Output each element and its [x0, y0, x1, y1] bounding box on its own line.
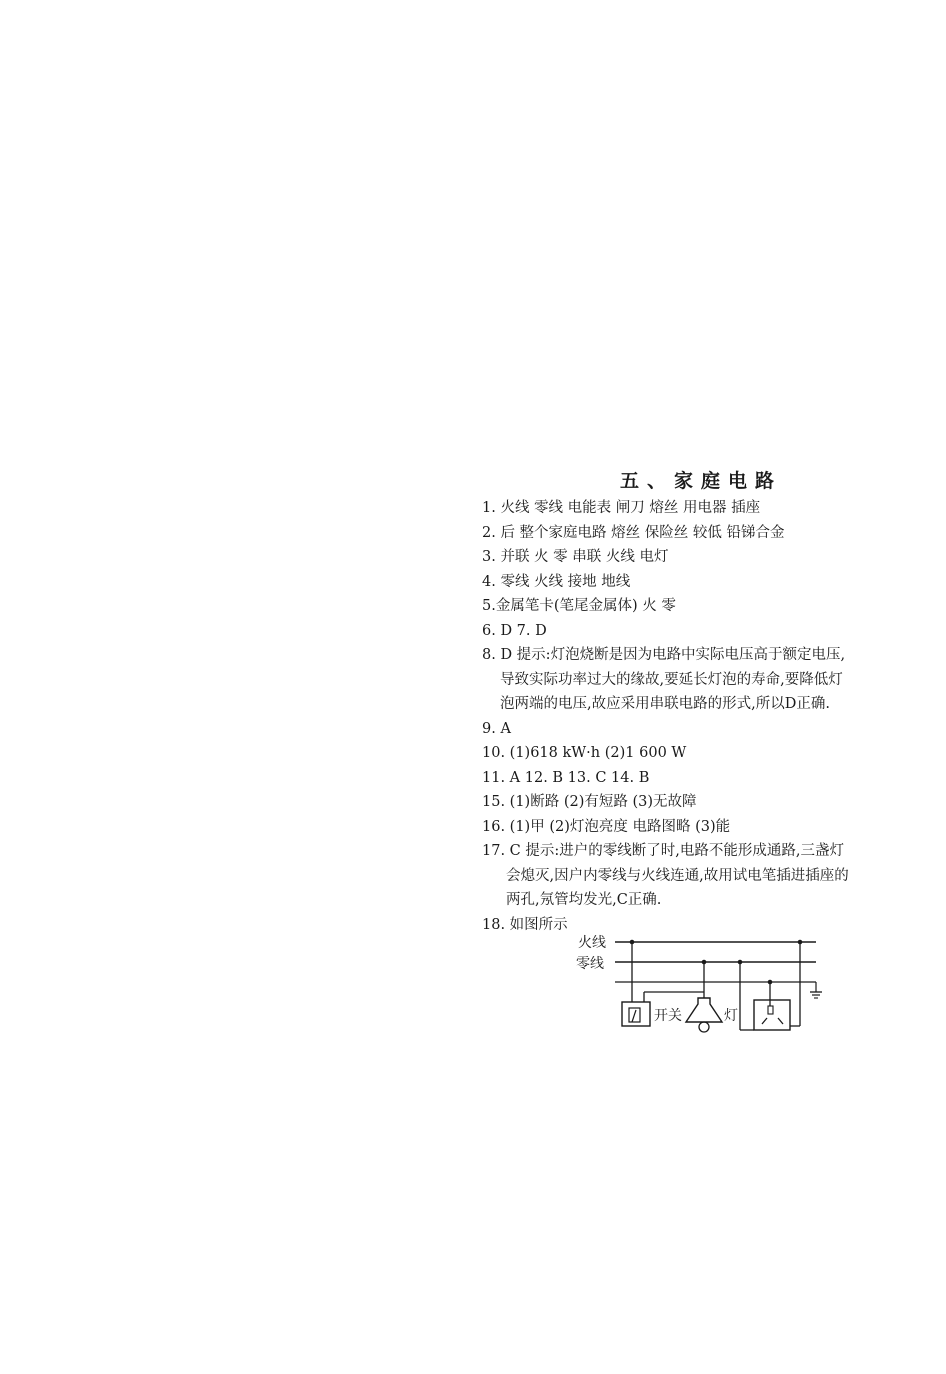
answer-18: 18. 如图所示	[482, 916, 568, 933]
live-wire-label: 火线	[578, 935, 606, 951]
answer-9: 9. A	[482, 720, 511, 737]
answer-11-14: 11. A 12. B 13. C 14. B	[482, 769, 650, 786]
lamp-icon	[686, 998, 722, 1022]
answer-8-cont-2: 泡两端的电压,故应采用串联电路的形式,所以D正确.	[500, 696, 830, 712]
answer-17-cont-1: 会熄灭,因户内零线与火线连通,故用试电笔插进插座的	[506, 867, 849, 884]
answer-17-cont-2: 两孔,氖管均发光,C正确.	[506, 892, 662, 908]
socket-icon	[768, 1006, 773, 1014]
answer-list	[482, 496, 922, 937]
answer-6-7: 6. D 7. D	[482, 622, 547, 639]
ground-icon	[810, 992, 822, 998]
answer-2: 2. 后 整个家庭电路 熔丝 保险丝 较低 铅锑合金	[482, 524, 785, 541]
answer-1: 1. 火线 零线 电能表 闸刀 熔丝 用电器 插座	[482, 500, 761, 516]
answer-4: 4. 零线 火线 接地 地线	[482, 573, 631, 590]
switch-label: 开关	[654, 1008, 682, 1024]
answer-5: 5.金属笔卡(笔尾金属体) 火 零	[482, 598, 676, 614]
lamp-label: 灯	[724, 1008, 738, 1024]
neutral-wire-label: 零线	[576, 956, 604, 972]
section-title: 五、家庭电路	[620, 470, 783, 492]
answer-8: 8. D 提示:灯泡烧断是因为电路中实际电压高于额定电压,	[482, 647, 846, 663]
circuit-diagram	[570, 930, 830, 1040]
answer-16: 16. (1)甲 (2)灯泡亮度 电路图略 (3)能	[482, 818, 731, 835]
answer-10: 10. (1)618 kW·h (2)1 600 W	[482, 745, 687, 761]
answer-15: 15. (1)断路 (2)有短路 (3)无故障	[482, 794, 697, 810]
answer-3: 3. 并联 火 零 串联 火线 电灯	[482, 549, 669, 565]
answer-17: 17. C 提示:进户的零线断了时,电路不能形成通路,三盏灯	[482, 843, 844, 859]
socket-box	[754, 1000, 790, 1030]
answer-8-cont-1: 导致实际功率过大的缘故,要延长灯泡的寿命,要降低灯	[500, 671, 843, 688]
